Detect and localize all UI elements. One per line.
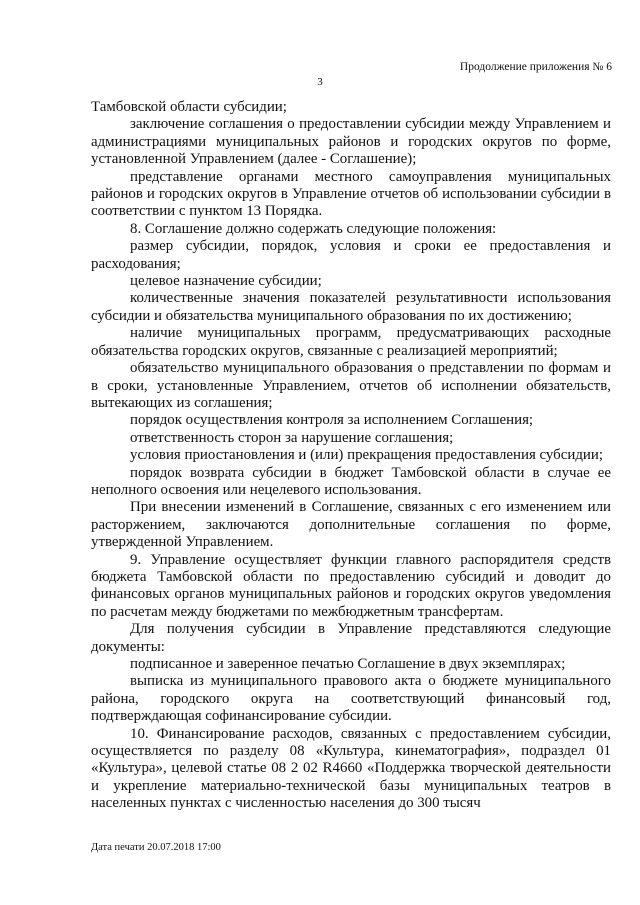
paragraph: размер субсидии, порядок, условия и сроки ее предоставления и расходования; bbox=[91, 238, 611, 272]
paragraph: подписанное и заверенное печатью Соглашение в двух экземплярах; bbox=[130, 656, 566, 672]
paragraph: 9. Управление осуществляет функции главного распорядителя средств бюджета Тамбовской области по предоставлению субсидий и доводит до финансовых органов муниципальных районов и городских округов уведомления по расчетам между бюджетами по межбюджетным трансфертам. bbox=[91, 551, 611, 620]
paragraph: ответственность сторон за нарушение соглашения; bbox=[130, 429, 454, 446]
paragraph: При внесении изменений в Соглашение, связанных с его изменением или расторжением, заключаются дополнительные соглашения по форме, утвержденной Управлением. bbox=[91, 499, 611, 551]
page-number: 3 bbox=[317, 76, 323, 88]
paragraph: представление органами местного самоуправления муниципальных районов и городских округов в Управление отчетов об использовании субсидии в соответствии с пунктом 13 Порядка. bbox=[91, 168, 611, 220]
paragraph: порядок осуществления контроля за исполнением Соглашения; bbox=[130, 412, 534, 429]
continuation-header: Продолжение приложения № 6 bbox=[459, 61, 612, 73]
paragraph: порядок возврата субсидии в бюджет Тамбовской области в случае ее неполного освоения или нецелевого использования. bbox=[91, 464, 611, 498]
paragraph: Тамбовской области субсидии; bbox=[91, 99, 287, 115]
paragraph: количественные значения показателей результативности использования субсидии и обязательства муниципального образования по их достижению; bbox=[91, 290, 611, 324]
paragraph: целевое назначение субсидии; bbox=[130, 273, 322, 290]
paragraph: выписка из муниципального правового акта о бюджете муниципального района, городского округа на соответствующий финансовый год, подтверждающая софинансирование субсидии. bbox=[91, 673, 611, 725]
paragraph: 10. Финансирование расходов, связанных с предоставлением субсидии, осуществляется по разделу 08 «Культура, кинематография», подраздел 01 «Культура», целевой статье 08 2 02 R4660 «Поддержка творческой деятельности и укрепление материально-технической базы муниципальных театров в населенных пунктах с численностью населения до 300 тысяч bbox=[91, 725, 611, 812]
print-date-footer: Дата печати 20.07.2018 17:00 bbox=[91, 842, 221, 853]
paragraph: Для получения субсидии в Управление представляются следующие документы: bbox=[91, 621, 611, 655]
paragraph: наличие муниципальных программ, предусматривающих расходные обязательства городских округов, связанные с реализацией мероприятий; bbox=[91, 325, 611, 359]
paragraph: заключение соглашения о предоставлении субсидии между Управлением и администрациями муниципальных районов и городских округов по форме, установленной Управлением (далее - Соглашение); bbox=[91, 116, 611, 168]
paragraph: 8. Соглашение должно содержать следующие положения: bbox=[130, 220, 497, 237]
paragraph: условия приостановления и (или) прекращения предоставления субсидии; bbox=[130, 447, 603, 464]
paragraph: обязательство муниципального образования о представлении по формам и в сроки, установленные Управлением, отчетов об исполнении обязательств, вытекающих из соглашения; bbox=[91, 360, 611, 411]
document-body bbox=[91, 99, 611, 813]
